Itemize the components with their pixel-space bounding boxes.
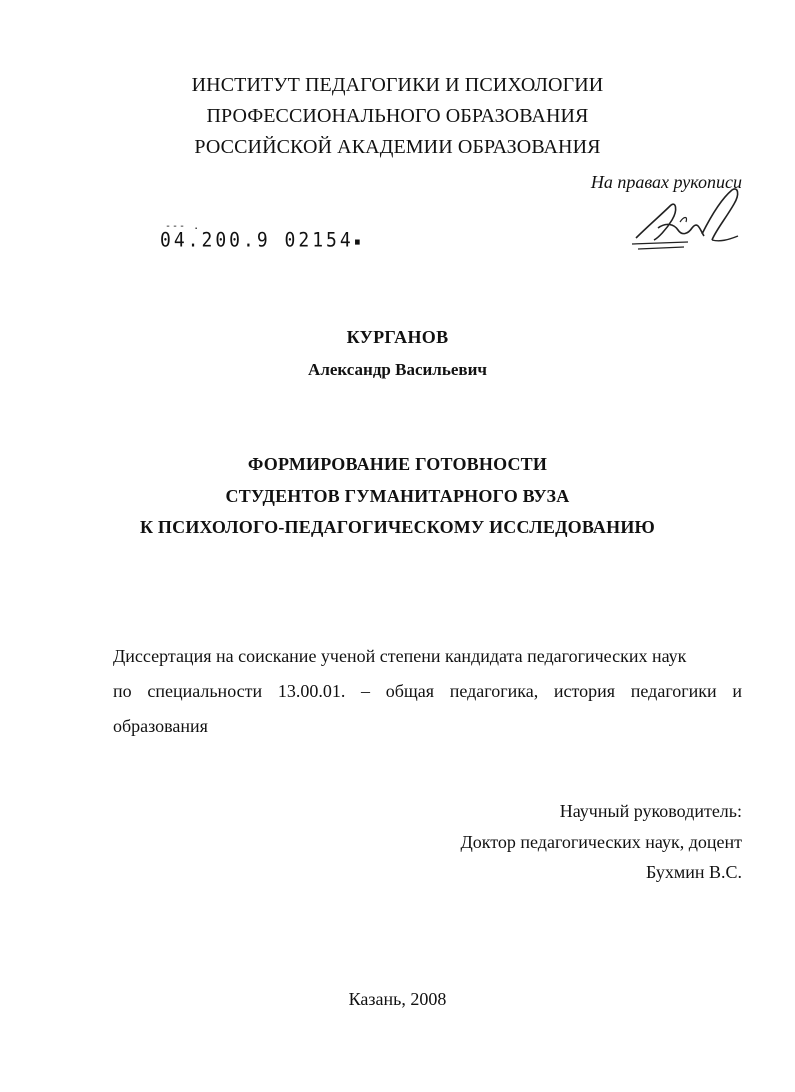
title-line-2: СТУДЕНТОВ ГУМАНИТАРНОГО ВУЗА [225, 486, 570, 506]
supervisor-name: Бухмин В.С. [645, 862, 742, 882]
city-year: Казань, 2008 [348, 989, 447, 1009]
dissertation-line-3: образования [113, 716, 208, 736]
institute-line-1: ИНСТИТУТ ПЕДАГОГИКИ И ПСИХОЛОГИИ [191, 74, 604, 96]
dissertation-statement [113, 639, 742, 744]
institute-line-3: РОССИЙСКОЙ АКАДЕМИИ ОБРАЗОВАНИЯ [194, 136, 601, 158]
manuscript-rights-note: На правах рукописи [590, 172, 742, 192]
dissertation-line-2: по специальности 13.00.01. – общая педагогика, история педагогики и [113, 681, 742, 701]
dissertation-line-1: Диссертация на соискание ученой степени кандидата педагогических наук [113, 646, 687, 666]
signature-image [628, 186, 748, 256]
title-line-1: ФОРМИРОВАНИЕ ГОТОВНОСТИ [247, 454, 548, 474]
author-name: Александр Васильевич [308, 360, 487, 379]
stamp-mark-icon: ▪ [353, 233, 364, 249]
stamp-dots: --- . [165, 221, 201, 232]
registration-stamp [160, 229, 364, 252]
institute-line-2: ПРОФЕССИОНАЛЬНОГО ОБРАЗОВАНИЯ [206, 105, 589, 127]
supervisor-label: Научный руководитель: [559, 801, 742, 821]
stamp-number: 04.200.9 02154 [160, 228, 354, 253]
supervisor-degree: Доктор педагогических наук, доцент [460, 832, 742, 852]
title-line-3: К ПСИХОЛОГО-ПЕДАГОГИЧЕСКОМУ ИССЛЕДОВАНИЮ [139, 517, 655, 537]
author-surname: КУРГАНОВ [346, 327, 449, 347]
